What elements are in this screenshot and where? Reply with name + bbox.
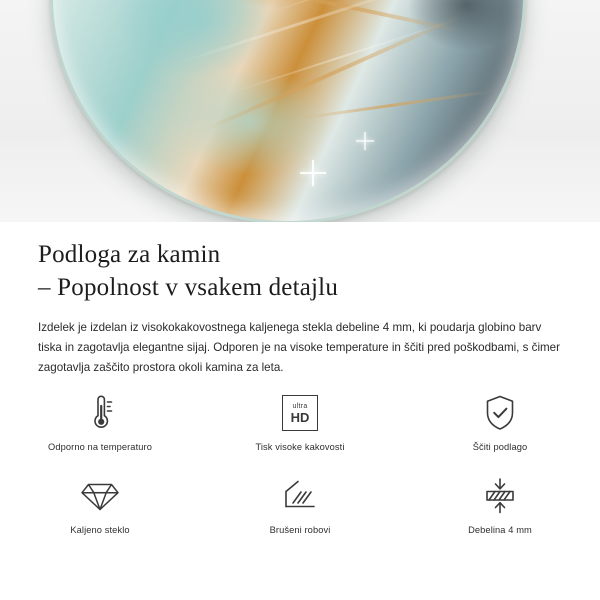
shield-check-icon <box>482 392 518 434</box>
product-description-text: Izdelek je izdelan iz visokokakovostnega kaljenega stekla debeline 4 mm, ki poudarja globino barv tiska in zagotavlja elegantne sijaj. Odporen je na visoke temperature in ščiti pred poškodbami, s čimer zagotavlja zaščito prostora okoli kamina za leta. <box>38 321 560 374</box>
feature-item <box>400 392 600 467</box>
diamond-icon <box>80 475 120 517</box>
feature-item <box>200 475 400 550</box>
thermometer-icon <box>85 392 115 434</box>
feature-label: Kaljeno steklo <box>70 525 130 535</box>
feature-label: Debelina 4 mm <box>468 525 532 535</box>
ultra-hd-bottom-text: HD <box>290 409 310 425</box>
feature-label: Odporno na temperaturo <box>47 442 152 452</box>
hero-image <box>0 0 600 222</box>
feature-label: Brušeni robovi <box>269 525 331 535</box>
feature-grid <box>0 392 600 550</box>
text-content <box>0 222 600 378</box>
feature-item <box>0 392 200 467</box>
ultra-hd-icon <box>282 392 318 434</box>
title-line-1: Podloga za kamin <box>38 241 221 268</box>
round-glass-panel <box>50 0 526 222</box>
polished-edges-icon <box>280 475 320 517</box>
feature-item <box>400 475 600 550</box>
feature-item <box>0 475 200 550</box>
title-line-2: – Popolnost v vsakem detajlu <box>38 274 339 301</box>
feature-label: Ščiti podlago <box>472 442 528 452</box>
thickness-arrows-icon <box>480 475 520 517</box>
ultra-hd-top-text: ultra <box>292 402 308 410</box>
feature-item <box>200 392 400 467</box>
page-title <box>0 222 600 304</box>
feature-label: Tisk visoke kakovosti <box>255 442 345 452</box>
